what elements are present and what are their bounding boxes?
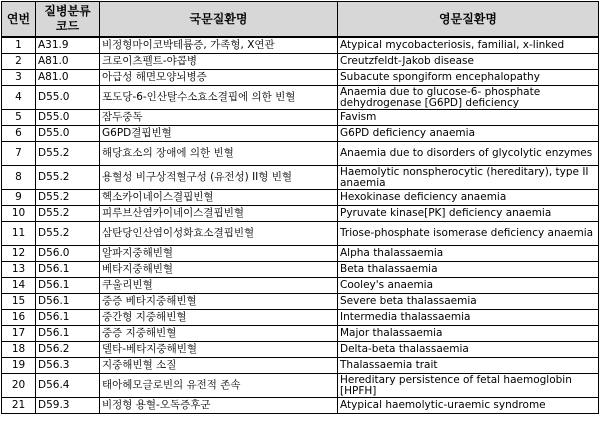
cell-korean-name: 삼탄당인산염이성화효소결핍빈혈	[100, 222, 338, 246]
table-row	[2, 342, 599, 358]
cell-english-name: Cooley's anaemia	[338, 278, 599, 294]
cell-code: D56.4	[36, 374, 100, 398]
cell-code: D55.0	[36, 86, 100, 110]
table-row	[2, 86, 599, 110]
cell-code: D56.3	[36, 358, 100, 374]
cell-english-name: Hereditary persistence of fetal haemoglobin [HPFH]	[338, 374, 599, 398]
cell-num: 19	[2, 358, 36, 374]
cell-code: A81.0	[36, 70, 100, 86]
cell-english-name: G6PD deficiency anaemia	[338, 126, 599, 142]
header-korean-name: 국문질환명	[100, 2, 338, 38]
cell-english-name: Pyruvate kinase[PK] deficiency anaemia	[338, 206, 599, 222]
cell-english-name: Alpha thalassaemia	[338, 246, 599, 262]
table-row	[2, 278, 599, 294]
cell-code: D55.2	[36, 222, 100, 246]
header-num: 연번	[2, 2, 36, 38]
table-row	[2, 142, 599, 166]
cell-korean-name: 비정형 용혈-오독증후군	[100, 398, 338, 414]
cell-num: 20	[2, 374, 36, 398]
cell-num: 8	[2, 166, 36, 190]
table-row	[2, 262, 599, 278]
table-row	[2, 126, 599, 142]
cell-num: 12	[2, 246, 36, 262]
cell-code: D55.2	[36, 190, 100, 206]
cell-num: 6	[2, 126, 36, 142]
cell-code: D55.0	[36, 110, 100, 126]
cell-code: D55.0	[36, 126, 100, 142]
table-row	[2, 54, 599, 70]
cell-korean-name: 베타지중해빈혈	[100, 262, 338, 278]
cell-code: D56.1	[36, 310, 100, 326]
cell-english-name: Triose-phosphate isomerase deficiency anaemia	[338, 222, 599, 246]
table-row	[2, 190, 599, 206]
table-row	[2, 358, 599, 374]
cell-english-name: Thalassaemia trait	[338, 358, 599, 374]
cell-english-name: Creutzfeldt-Jakob disease	[338, 54, 599, 70]
table-row	[2, 246, 599, 262]
cell-code: D59.3	[36, 398, 100, 414]
cell-code: D56.2	[36, 342, 100, 358]
cell-num: 5	[2, 110, 36, 126]
cell-english-name: Hexokinase deficiency anaemia	[338, 190, 599, 206]
cell-code: D56.1	[36, 262, 100, 278]
cell-num: 11	[2, 222, 36, 246]
cell-korean-name: 용혈성 비구상적혈구성 (유전성) II형 빈혈	[100, 166, 338, 190]
cell-code: D56.0	[36, 246, 100, 262]
cell-english-name: Anaemia due to disorders of glycolytic enzymes	[338, 142, 599, 166]
table-row	[2, 206, 599, 222]
cell-korean-name: 크로이츠펠트-야콥병	[100, 54, 338, 70]
table-row	[2, 326, 599, 342]
table-row	[2, 222, 599, 246]
cell-english-name: Atypical mycobacteriosis, familial, x-linked	[338, 37, 599, 54]
table-row	[2, 37, 599, 54]
cell-num: 2	[2, 54, 36, 70]
table-row	[2, 398, 599, 414]
cell-english-name: Intermedia thalassaemia	[338, 310, 599, 326]
cell-code: D56.1	[36, 294, 100, 310]
table-header	[2, 2, 599, 38]
table-body	[2, 37, 599, 414]
cell-num: 9	[2, 190, 36, 206]
cell-code: D56.1	[36, 326, 100, 342]
cell-english-name: Anaemia due to glucose-6- phosphate dehydrogenase [G6PD] deficiency	[338, 86, 599, 110]
cell-english-name: Major thalassaemia	[338, 326, 599, 342]
header-code: 질병분류 코드	[36, 2, 100, 38]
cell-num: 1	[2, 37, 36, 54]
table-row	[2, 294, 599, 310]
table-row	[2, 374, 599, 398]
cell-korean-name: 태아헤모글로빈의 유전적 존속	[100, 374, 338, 398]
cell-code: D55.2	[36, 206, 100, 222]
cell-num: 14	[2, 278, 36, 294]
cell-english-name: Beta thalassaemia	[338, 262, 599, 278]
disease-table	[1, 1, 599, 414]
cell-code: A31.9	[36, 37, 100, 54]
cell-korean-name: 피루브산염카이네이스결핍빈혈	[100, 206, 338, 222]
cell-english-name: Atypical haemolytic-uraemic syndrome	[338, 398, 599, 414]
cell-korean-name: 해당효소의 장애에 의한 빈혈	[100, 142, 338, 166]
cell-num: 10	[2, 206, 36, 222]
cell-num: 21	[2, 398, 36, 414]
cell-num: 15	[2, 294, 36, 310]
cell-english-name: Severe beta thalassaemia	[338, 294, 599, 310]
cell-num: 7	[2, 142, 36, 166]
table-row	[2, 110, 599, 126]
cell-korean-name: 쿠울리빈혈	[100, 278, 338, 294]
cell-code: D55.2	[36, 166, 100, 190]
cell-num: 18	[2, 342, 36, 358]
cell-korean-name: 중증 지중해빈혈	[100, 326, 338, 342]
cell-code: D55.2	[36, 142, 100, 166]
table-row	[2, 166, 599, 190]
cell-korean-name: G6PD결핍빈혈	[100, 126, 338, 142]
table-row	[2, 70, 599, 86]
header-row	[2, 2, 599, 38]
table-row	[2, 310, 599, 326]
cell-num: 3	[2, 70, 36, 86]
cell-english-name: Haemolytic nonspherocytic (hereditary), type II anaemia	[338, 166, 599, 190]
cell-korean-name: 아급성 해면모양뇌병증	[100, 70, 338, 86]
cell-korean-name: 비정형마이코박테륨증, 가족형, X연관	[100, 37, 338, 54]
cell-korean-name: 중증 베타지중해빈혈	[100, 294, 338, 310]
cell-num: 13	[2, 262, 36, 278]
cell-korean-name: 잠두중독	[100, 110, 338, 126]
cell-english-name: Favism	[338, 110, 599, 126]
cell-english-name: Subacute spongiform encephalopathy	[338, 70, 599, 86]
cell-num: 17	[2, 326, 36, 342]
cell-korean-name: 중간형 지중해빈혈	[100, 310, 338, 326]
cell-english-name: Delta-beta thalassaemia	[338, 342, 599, 358]
cell-code: D56.1	[36, 278, 100, 294]
header-english-name: 영문질환명	[338, 2, 599, 38]
cell-num: 4	[2, 86, 36, 110]
cell-korean-name: 포도당-6-인산탈수소효소결핍에 의한 빈혈	[100, 86, 338, 110]
cell-num: 16	[2, 310, 36, 326]
cell-korean-name: 델타-베타지중해빈혈	[100, 342, 338, 358]
cell-korean-name: 헥소카이네이스결핍빈혈	[100, 190, 338, 206]
cell-code: A81.0	[36, 54, 100, 70]
cell-korean-name: 지중해빈혈 소질	[100, 358, 338, 374]
cell-korean-name: 알파지중해빈혈	[100, 246, 338, 262]
